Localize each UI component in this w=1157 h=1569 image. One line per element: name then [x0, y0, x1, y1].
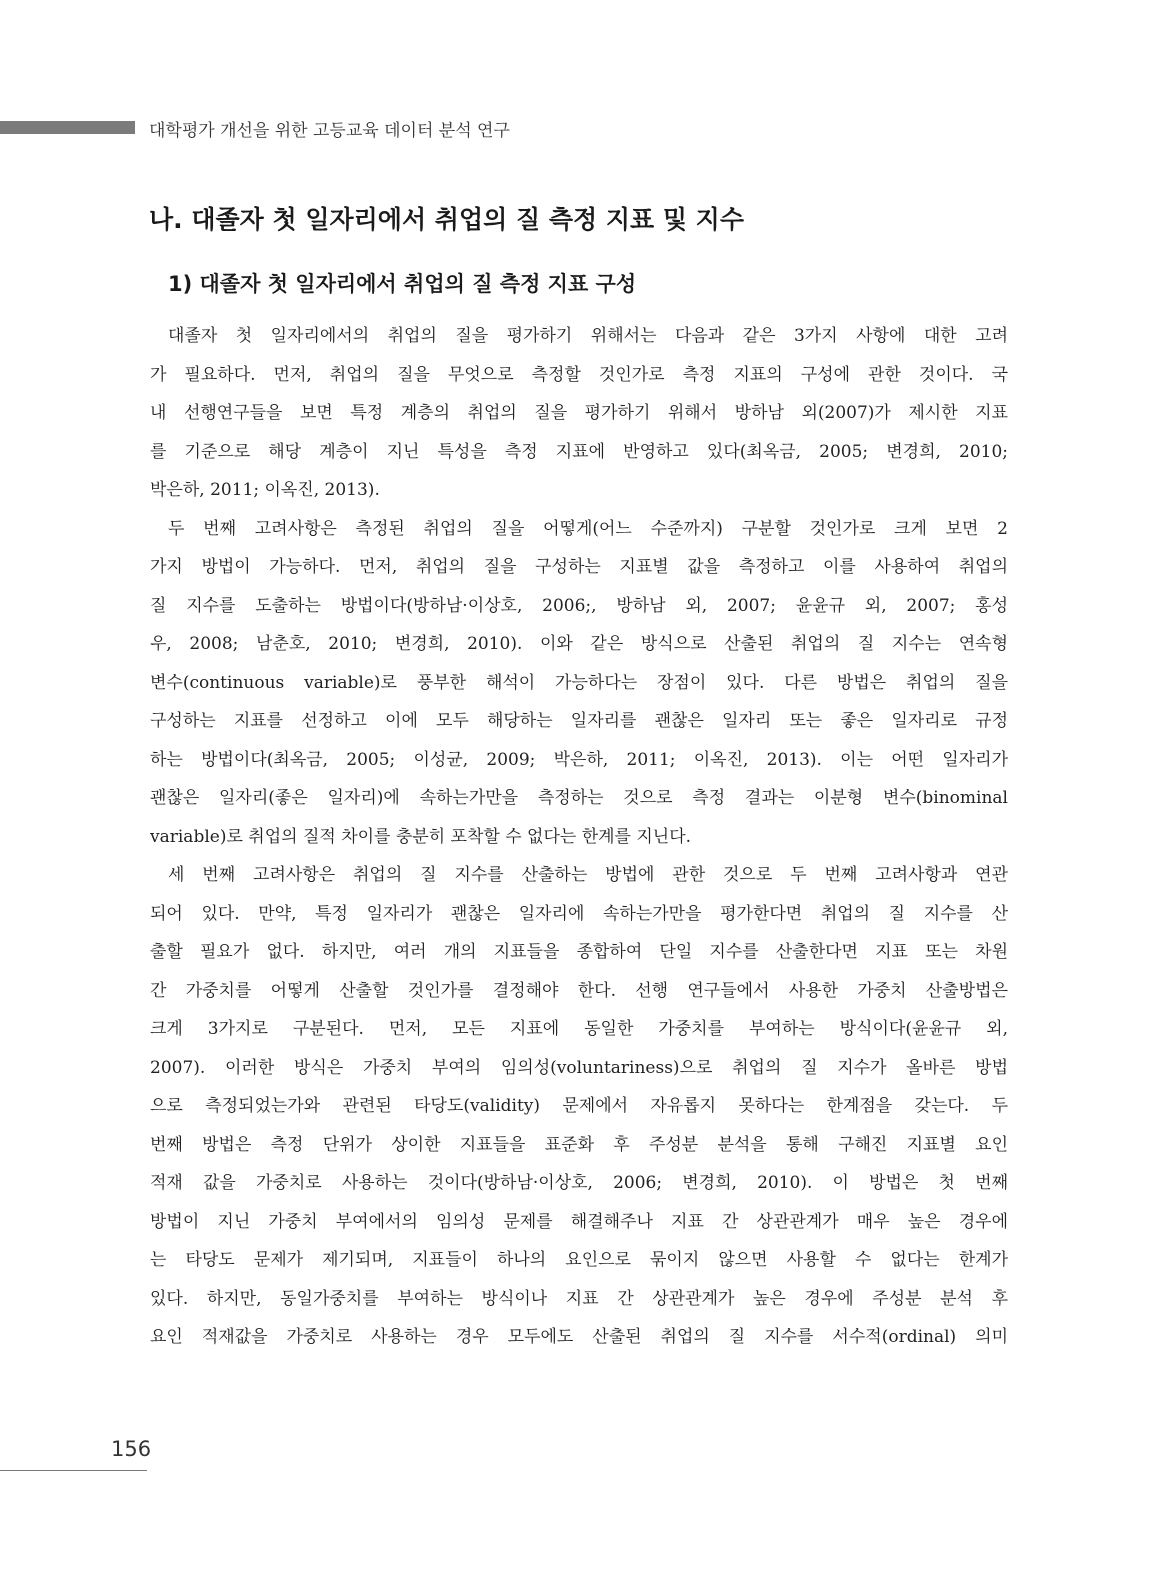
paragraph-2 [150, 510, 1008, 857]
text-line: 하는 방법이다(최옥금, 2005; 이성균, 2009; 박은하, 2011; 이옥진, 2013). 이는 어떤 일자리가 [150, 749, 1008, 770]
text-line: 내 선행연구들을 보면 특정 계층의 취업의 질을 평가하기 위해서 방하남 외(2007)가 제시한 지표 [150, 403, 1008, 423]
footer-rule [0, 1470, 147, 1471]
text-line: 출할 필요가 없다. 하지만, 여러 개의 지표들을 종합하여 단일 지수를 산출한다면 지표 또는 차원 [150, 942, 1008, 962]
text-line: 번째 방법은 측정 단위가 상이한 지표들을 표준화 후 주성분 분석을 통해 구해진 지표별 요인 [150, 1134, 1008, 1155]
text-line: 우, 2008; 남춘호, 2010; 변경희, 2010). 이와 같은 방식으로 산출된 취업의 질 지수는 연속형 [150, 634, 1008, 654]
subsection-title: 1) 대졸자 첫 일자리에서 취업의 질 측정 지표 구성 [168, 272, 637, 296]
text-line: 질 지수를 도출하는 방법이다(방하남·이상호, 2006;, 방하남 외, 2007; 윤윤규 외, 2007; 홍성 [150, 595, 1008, 616]
paragraph-3 [150, 856, 1008, 1357]
text-line: 는 타당도 문제가 제기되며, 지표들이 하나의 요인으로 묶이지 않으면 사용할 수 없다는 한계가 [150, 1250, 1008, 1270]
text-line: 방법이 지닌 가중치 부여에서의 임의성 문제를 해결해주나 지표 간 상관관계가 매우 높은 경우에 [150, 1211, 1008, 1232]
text-line: 간 가중치를 어떻게 산출할 것인가를 결정해야 한다. 선행 연구들에서 사용한 가중치 산출방법은 [150, 980, 1008, 1001]
text-line: 가지 방법이 가능하다. 먼저, 취업의 질을 구성하는 지표별 값을 측정하고 이를 사용하여 취업의 [150, 557, 1008, 577]
text-line: 적재 값을 가중치로 사용하는 것이다(방하남·이상호, 2006; 변경희, 2010). 이 방법은 첫 번째 [150, 1173, 1008, 1193]
page-number: 156 [111, 1437, 152, 1461]
text-line: 요인 적재값을 가중치로 사용하는 경우 모두에도 산출된 취업의 질 지수를 서수적(ordinal) 의미 [150, 1327, 1008, 1347]
text-line: 를 기준으로 해당 계층이 지닌 특성을 측정 지표에 반영하고 있다(최옥금, 2005; 변경희, 2010; [150, 441, 1008, 462]
text-line: 2007). 이러한 방식은 가중치 부여의 임의성(voluntariness)으로 취업의 질 지수가 올바른 방법 [150, 1057, 1008, 1078]
body-text [150, 317, 1008, 1357]
text-line: variable)로 취업의 질적 차이를 충분히 포착할 수 없다는 한계를 지닌다. [150, 826, 692, 847]
text-line: 으로 측정되었는가와 관련된 타당도(validity) 문제에서 자유롭지 못하다는 한계점을 갖는다. 두 [150, 1096, 1008, 1116]
text-line: 괜찮은 일자리(좋은 일자리)에 속하는가만을 측정하는 것으로 측정 결과는 이분형 변수(binominal [150, 788, 1008, 808]
running-header: 대학평가 개선을 위한 고등교육 데이터 분석 연구 [149, 121, 510, 141]
text-line: 되어 있다. 만약, 특정 일자리가 괜찮은 일자리에 속하는가만을 평가한다면 취업의 질 지수를 산 [150, 903, 1008, 924]
text-line: 있다. 하지만, 동일가중치를 부여하는 방식이나 지표 간 상관관계가 높은 경우에 주성분 분석 후 [150, 1288, 1008, 1309]
text-line: 대졸자 첫 일자리에서의 취업의 질을 평가하기 위해서는 다음과 같은 3가지 사항에 대한 고려 [168, 326, 1008, 346]
text-line: 변수(continuous variable)로 풍부한 해석이 가능하다는 장점이 있다. 다른 방법은 취업의 질을 [150, 672, 1008, 693]
text-line: 박은하, 2011; 이옥진, 2013). [150, 480, 380, 500]
text-line: 두 번째 고려사항은 측정된 취업의 질을 어떻게(어느 수준까지) 구분할 것인가로 크게 보면 2 [168, 518, 1008, 539]
text-line: 세 번째 고려사항은 취업의 질 지수를 산출하는 방법에 관한 것으로 두 번째 고려사항과 연관 [168, 865, 1008, 885]
text-line: 가 필요하다. 먼저, 취업의 질을 무엇으로 측정할 것인가로 측정 지표의 구성에 관한 것이다. 국 [150, 364, 1008, 385]
text-line: 구성하는 지표를 선정하고 이에 모두 해당하는 일자리를 괜찮은 일자리 또는 좋은 일자리로 규정 [150, 711, 1008, 731]
header-accent-bar [0, 121, 135, 134]
section-title: 나. 대졸자 첫 일자리에서 취업의 질 측정 지표 및 지수 [149, 205, 744, 234]
paragraph-1 [150, 317, 1008, 510]
text-line: 크게 3가지로 구분된다. 먼저, 모든 지표에 동일한 가중치를 부여하는 방식이다(윤윤규 외, [150, 1019, 1008, 1039]
